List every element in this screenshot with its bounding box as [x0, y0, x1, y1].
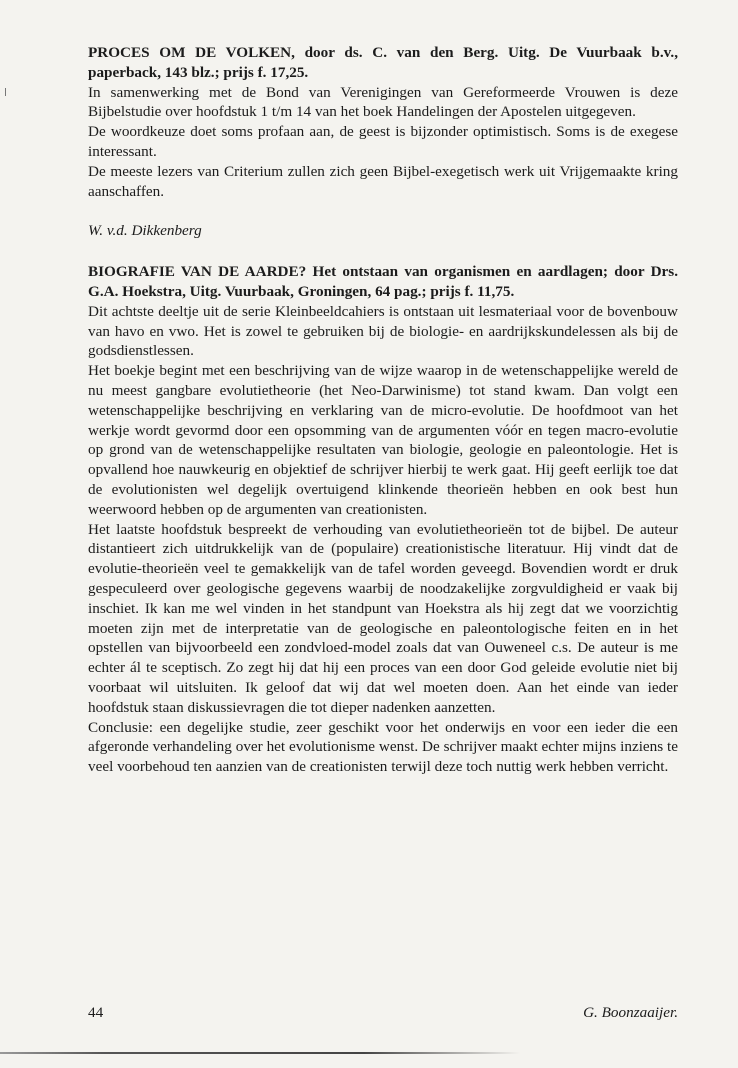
review-paragraph: Het boekje begint met een beschrijving van de wijze waarop in de wetenschappelijke wereld de nu meest gangbare evolutietheorie (het Neo-Darwinisme) tot stand kwam. Dan volgt een wetenschappelijke beschrijving en verklaring van de micro-evolutie. De hoofdmoot van het werkje wordt gevormd door een opsomming van de argumenten vóór en tegen macro-evolutie op grond van de wetenschappelijke resultaten van biologie, geologie en paleontologie. Het is opvallend hoe nauwkeurig en objektief de schrijver hierbij te werk gaat. Hij geeft eerlijk toe dat de evolutionisten wel degelijk overtuigend klinkende theorieën hebben en ook best hun weerwoord hebben op de argumenten van creationisten.: [88, 362, 678, 518]
page-number: 44: [88, 1004, 104, 1021]
scan-mark: [5, 88, 6, 96]
section-gap: [88, 241, 678, 262]
reviewer-signature: W. v.d. Dikkenberg: [88, 222, 202, 240]
review-paragraph: De meeste lezers van Criterium zullen zich geen Bijbel-exegetisch werk uit Vrijgemaakte kring aanschaffen.: [88, 162, 678, 200]
review-paragraph: In samenwerking met de Bond van Verenigingen van Gereformeerde Vrouwen is deze Bijbelstudie over hoofdstuk 1 t/m 14 van het boek Handelingen der Apostelen uitgegeven.: [88, 83, 678, 121]
review-paragraph: Conclusie: een degelijke studie, zeer geschikt voor het onderwijs en voor een ieder die een afgeronde verhandeling over het evolutionisme wenst. De schrijver maakt echter mijns inziens te veel voorbehoud ten aanzien van de creationisten terwijl deze toch nuttig werk hebben verricht.: [88, 718, 678, 776]
review-heading: PROCES OM DE VOLKEN, door ds. C. van den Berg. Uitg. De Vuurbaak b.v., paperback, 143 blz.; prijs f. 17,25.: [88, 44, 678, 81]
scan-edge-line: [0, 1052, 520, 1054]
review-proces-om-de-volken: [88, 43, 678, 241]
review-biografie-van-de-aarde: [88, 262, 678, 777]
review-paragraph: Het laatste hoofdstuk bespreekt de verhouding van evolutietheorieën tot de bijbel. De auteur distantieert zich uitdrukkelijk van de (populaire) creationistische literatuur. Hij vindt dat de evolutie-theorieën veel te gemakkelijk van de tafel worden geveegd. Bovendien wordt er druk gespeculeerd over geologische gegevens waarbij de noodzakelijke zorgvuldigheid er vaak bij inschiet. Ik kan me wel vinden in het standpunt van Hoekstra als hij zegt dat we voorzichtig moeten zijn met de interpretatie van de geologische en paleontologische feiten en in het opstellen van bijvoorbeeld een zondvloed-model zoals dat van Ouweneel c.s. De auteur is me echter ál te sceptisch. Zo zegt hij dat hij een proces van een door God geleide evolutie niet bij voorbaat wil uitsluiten. Ik geloof dat wij dat wel moeten doen. Aan het einde van ieder hoofdstuk staan diskussievragen die tot dieper nadenken aanzetten.: [88, 520, 678, 716]
reviewer-signature: G. Boonzaaijer.: [583, 1004, 678, 1021]
page-content: [88, 43, 678, 777]
review-paragraph: De woordkeuze doet soms profaan aan, de geest is bijzonder optimistisch. Soms is de exegese interessant.: [88, 123, 678, 160]
review-heading: BIOGRAFIE VAN DE AARDE? Het ontstaan van organismen en aardlagen; door Drs. G.A. Hoekstra, Uitg. Vuurbaak, Groningen, 64 pag.; prijs f. 11,75.: [88, 263, 678, 300]
page-footer: [88, 1004, 678, 1022]
review-paragraph: Dit achtste deeltje uit de serie Kleinbeeldcahiers is ontstaan uit lesmateriaal voor de bovenbouw van havo en vwo. Het is zowel te gebruiken bij de biologie- en aardrijkskundelessen als bij de godsdienstlessen.: [88, 302, 678, 360]
